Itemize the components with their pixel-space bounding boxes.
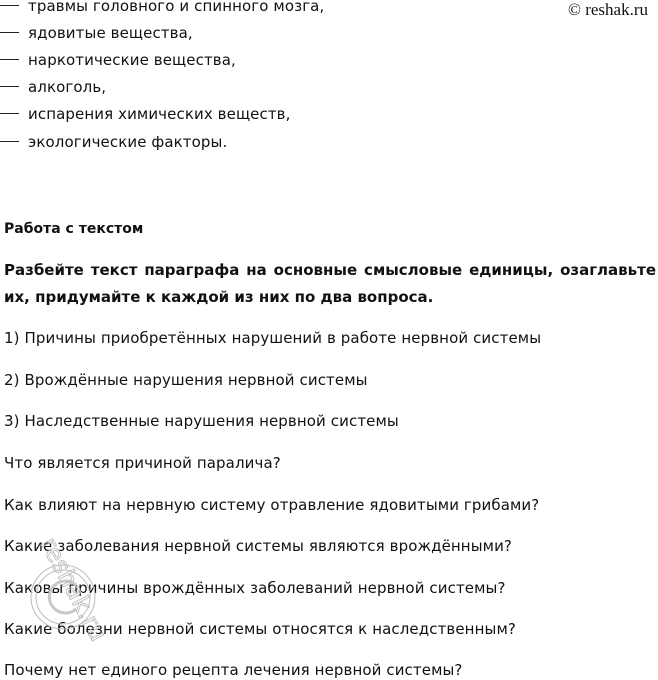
dash-bullet <box>0 113 19 114</box>
dash-bullet <box>0 141 19 142</box>
list-item <box>4 23 193 43</box>
question-item: Каковы причины врождённых заболеваний нервной системы? <box>4 579 506 597</box>
unit-item: 3) Наследственные нарушения нервной системы <box>4 412 399 430</box>
list-item <box>4 77 106 97</box>
list-item-text: ядовитые вещества, <box>28 24 193 42</box>
list-item-text: алкоголь, <box>28 78 107 96</box>
dash-bullet <box>0 32 19 33</box>
list-item <box>4 0 324 16</box>
question-item: Почему нет единого рецепта лечения нервной системы? <box>4 661 463 679</box>
question-item: Что является причиной паралича? <box>4 454 281 472</box>
unit-item: 1) Причины приобретённых нарушений в работе нервной системы <box>4 329 542 347</box>
task-instruction: Разбейте текст параграфа на основные смысловые единицы, озаглавьте их, придумайте к каждой из них по два вопроса. <box>4 261 656 306</box>
unit-item: 2) Врождённые нарушения нервной системы <box>4 371 368 389</box>
list-item-text: травмы головного и спинного мозга, <box>28 0 325 15</box>
question-item: Какие заболевания нервной системы являются врождёнными? <box>4 537 512 555</box>
dash-bullet <box>0 86 19 87</box>
copyright-label: © reshak.ru <box>568 0 648 19</box>
list-item-text: испарения химических веществ, <box>28 105 291 123</box>
dash-bullet <box>0 59 19 60</box>
list-item-text: экологические факторы. <box>28 133 228 151</box>
list-item <box>4 104 291 124</box>
watermark-text: reshak.ru <box>34 532 113 646</box>
dash-bullet <box>0 5 19 6</box>
section-heading: Работа с текстом <box>4 221 144 237</box>
question-item: Какие болезни нервной системы относятся к наследственным? <box>4 620 516 638</box>
list-item <box>4 132 227 152</box>
list-item-text: наркотические вещества, <box>28 51 236 69</box>
question-item: Как влияют на нервную систему отравление ядовитыми грибами? <box>4 496 540 514</box>
list-item <box>4 50 236 70</box>
